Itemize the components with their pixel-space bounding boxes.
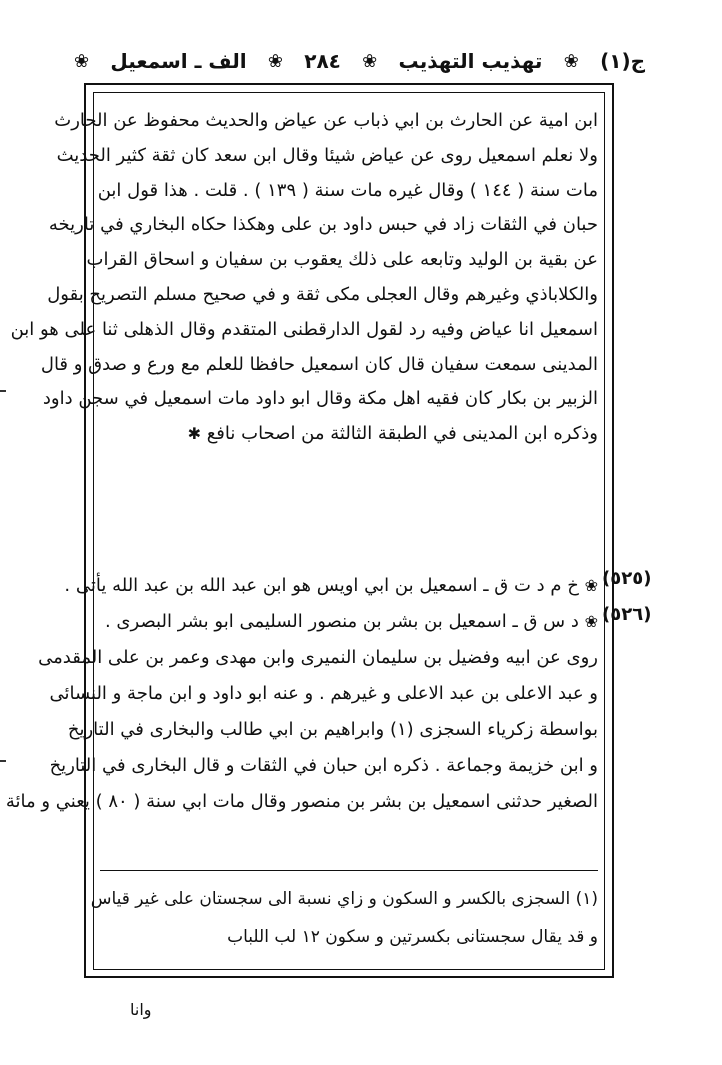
entry-text: د س ق ـ اسمعيل بن بشر بن منصور السليمى ابو بشر البصرى . bbox=[104, 611, 579, 632]
footnote-rule bbox=[100, 870, 598, 871]
entry-number-526: (٥٢٦) bbox=[602, 604, 652, 625]
flower-ornament-icon: ❀ bbox=[584, 612, 598, 631]
header-volume: ج(١) bbox=[600, 49, 645, 73]
entry-heading-526 bbox=[100, 604, 598, 640]
text-line: روى عن ابيه وفضيل بن سليمان النميرى وابن مهدى وعمر بن على المقدمى bbox=[38, 647, 598, 668]
text-line: والكلاباذي وغيرهم وقال العجلى مكى ثقة و في صحيح مسلم التصريح بقول bbox=[47, 283, 598, 305]
flower-ornament-icon: ❀ bbox=[267, 50, 283, 72]
catchword: وانا bbox=[130, 1000, 152, 1019]
header-section: الف ـ اسمعيل bbox=[110, 49, 247, 73]
entries bbox=[5, 568, 598, 820]
header-book-title: تهذيب التهذيب bbox=[398, 49, 543, 73]
text-line: الصغير حدثنى اسمعيل بن بشر بن منصور وقال مات ابي سنة ( ٨٠ ) يعني و مائة bbox=[5, 791, 598, 812]
scan-edge-mark bbox=[0, 760, 6, 762]
text-line: مات سنة ( ١٤٤ ) وقال غيره مات سنة ( ١٣٩ ) . قلت . هذا قول ابن bbox=[97, 179, 598, 201]
text-line-last bbox=[100, 417, 598, 452]
entry-heading-525 bbox=[64, 568, 598, 604]
text-line: حبان في الثقات زاد في حبس داود بن على وهكذا حكاه البخاري في تاريخه bbox=[48, 214, 598, 236]
flower-ornament-icon: ❀ bbox=[362, 50, 378, 72]
flower-ornament-icon: ❀ bbox=[74, 50, 90, 72]
entry-number-525: (٥٢٥) bbox=[602, 568, 652, 589]
flower-ornament-icon: ❀ bbox=[584, 576, 598, 595]
text-line: عن بقية بن الوليد وتابعه على ذلك يعقوب بن سفيان و اسحاق القراب bbox=[86, 249, 598, 271]
text-line: المدينى سمعت سفيان قال كان اسمعيل حافظا للعلم مع ورع و صدق و قال bbox=[40, 353, 598, 375]
scan-edge-mark bbox=[0, 390, 6, 392]
text-line: و عبد الاعلى بن عبد الاعلى و غيرهم . و عنه ابو داود و ابن ماجة و النسائى bbox=[49, 683, 598, 704]
text-line: ولا نعلم اسمعيل روى عن عياض شيئا وقال ابن سعد كان ثقة كثير الحديث bbox=[56, 144, 598, 166]
footnotes bbox=[90, 880, 598, 956]
text-line-last-content: وذكره ابن المدينى في الطبقة الثالثة من اصحاب نافع bbox=[206, 423, 598, 445]
footnote-line: و قد يقال سجستانى بكسرتين و سكون ١٢ لب اللباب bbox=[227, 927, 598, 947]
text-line: و ابن خزيمة وجماعة . ذكره ابن حبان في الثقات و قال البخارى في التاريخ bbox=[49, 755, 598, 776]
entry-text: خ م د ت ق ـ اسمعيل بن ابي اويس هو ابن عبد الله بن عبد الله يأتى . bbox=[64, 575, 579, 596]
flower-ornament-icon: ❀ bbox=[563, 50, 579, 72]
running-header bbox=[70, 40, 645, 82]
header-page-number: ٢٨٤ bbox=[304, 49, 341, 73]
star-ornament-icon: ✱ bbox=[187, 424, 201, 444]
text-line: ابن امية عن الحارث بن ابي ذباب عن عياض والحديث محفوظ عن الحارث bbox=[54, 110, 598, 131]
text-line: بواسطة زكرياء السجزى (١) وابراهيم بن ابي طالب والبخارى في التاريخ bbox=[67, 719, 598, 740]
text-line: اسمعيل انا عياض وفيه رد لقول الدارقطنى المتقدم وقال الذهلى ثنا على هو ابن bbox=[10, 318, 598, 340]
text-line: الزبير بن بكار كان فقيه اهل مكة وقال ابو داود مات اسمعيل في سجن داود bbox=[42, 388, 598, 410]
main-text bbox=[10, 104, 598, 452]
footnote-line: (١) السجزى بالكسر و السكون و زاي نسبة الى سجستان على غير قياس bbox=[90, 889, 598, 909]
